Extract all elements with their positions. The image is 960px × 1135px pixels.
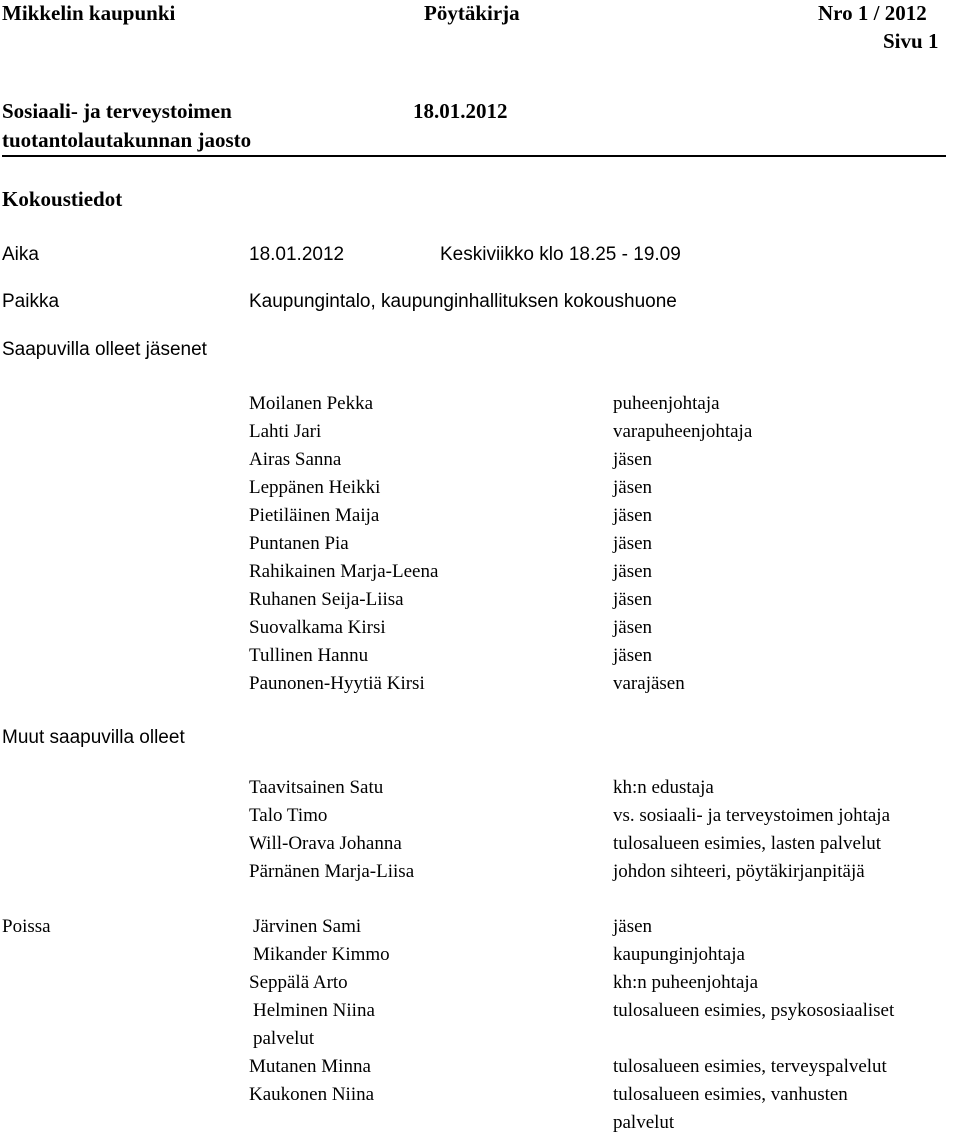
committee-name-line1: Sosiaali- ja terveystoimen xyxy=(2,99,232,123)
absent-name-continued: palvelut xyxy=(253,1028,315,1049)
attendee-name: Will-Orava Johanna xyxy=(249,833,402,854)
member-role: puheenjohtaja xyxy=(613,393,720,414)
member-name: Suovalkama Kirsi xyxy=(249,617,386,638)
member-role: varajäsen xyxy=(613,673,685,694)
attendee-role: tulosalueen esimies, lasten palvelut xyxy=(613,833,882,854)
member-role: jäsen xyxy=(613,533,653,554)
absent-name: Kaukonen Niina xyxy=(249,1084,375,1105)
absent-name: Seppälä Arto xyxy=(249,972,348,993)
committee-name-line2: tuotantolautakunnan jaosto xyxy=(2,128,252,152)
absent-role: kaupunginjohtaja xyxy=(613,944,745,965)
section-title: Kokoustiedot xyxy=(2,187,123,211)
others-label: Muut saapuvilla olleet xyxy=(2,727,185,748)
time-label: Aika xyxy=(2,244,39,265)
member-role: jäsen xyxy=(613,477,653,498)
attendee-name: Pärnänen Marja-Liisa xyxy=(249,861,415,882)
attendee-role: kh:n edustaja xyxy=(613,777,714,798)
absent-role: tulosalueen esimies, psykososiaaliset xyxy=(613,1000,895,1021)
member-role: varapuheenjohtaja xyxy=(613,421,753,442)
absent-name: Mutanen Minna xyxy=(249,1056,371,1077)
place-value: Kaupungintalo, kaupunginhallituksen kokoushuone xyxy=(249,291,677,312)
attendee-role: johdon sihteeri, pöytäkirjanpitäjä xyxy=(613,861,865,882)
absent-name: Helminen Niina xyxy=(253,1000,375,1021)
absent-name: Järvinen Sami xyxy=(253,916,362,937)
member-name: Airas Sanna xyxy=(249,449,342,470)
member-role: jäsen xyxy=(613,617,653,638)
absent-role: kh:n puheenjohtaja xyxy=(613,972,759,993)
member-role: jäsen xyxy=(613,589,653,610)
absent-role: jäsen xyxy=(613,916,653,937)
header-divider xyxy=(2,155,946,157)
time-detail: Keskiviikko klo 18.25 - 19.09 xyxy=(440,244,681,265)
member-role: jäsen xyxy=(613,645,653,666)
member-role: jäsen xyxy=(613,449,653,470)
member-name: Moilanen Pekka xyxy=(249,393,374,414)
members-label: Saapuvilla olleet jäsenet xyxy=(2,339,207,360)
place-label: Paikka xyxy=(2,291,60,312)
attendee-name: Talo Timo xyxy=(249,805,328,826)
absent-role: tulosalueen esimies, terveyspalvelut xyxy=(613,1056,887,1077)
document-type: Pöytäkirja xyxy=(424,1,520,25)
member-name: Lahti Jari xyxy=(249,421,322,442)
document-number: Nro 1 / 2012 xyxy=(818,1,927,25)
absent-label: Poissa xyxy=(2,916,51,937)
meeting-date: 18.01.2012 xyxy=(413,99,508,123)
page-number: Sivu 1 xyxy=(883,29,939,53)
absent-role-continued: palvelut xyxy=(613,1112,675,1133)
absent-name: Mikander Kimmo xyxy=(253,944,390,965)
member-role: jäsen xyxy=(613,505,653,526)
time-date: 18.01.2012 xyxy=(249,244,345,265)
member-name: Rahikainen Marja-Leena xyxy=(249,561,439,582)
absent-role: tulosalueen esimies, vanhusten xyxy=(613,1084,848,1105)
attendee-name: Taavitsainen Satu xyxy=(249,777,384,798)
member-name: Ruhanen Seija-Liisa xyxy=(249,589,404,610)
city-name: Mikkelin kaupunki xyxy=(2,1,176,25)
attendee-role: vs. sosiaali- ja terveystoimen johtaja xyxy=(613,805,891,826)
member-role: jäsen xyxy=(613,561,653,582)
member-name: Pietiläinen Maija xyxy=(249,505,380,526)
member-name: Leppänen Heikki xyxy=(249,477,381,498)
member-name: Tullinen Hannu xyxy=(249,645,369,666)
member-name: Paunonen-Hyytiä Kirsi xyxy=(249,673,425,694)
member-name: Puntanen Pia xyxy=(249,533,349,554)
